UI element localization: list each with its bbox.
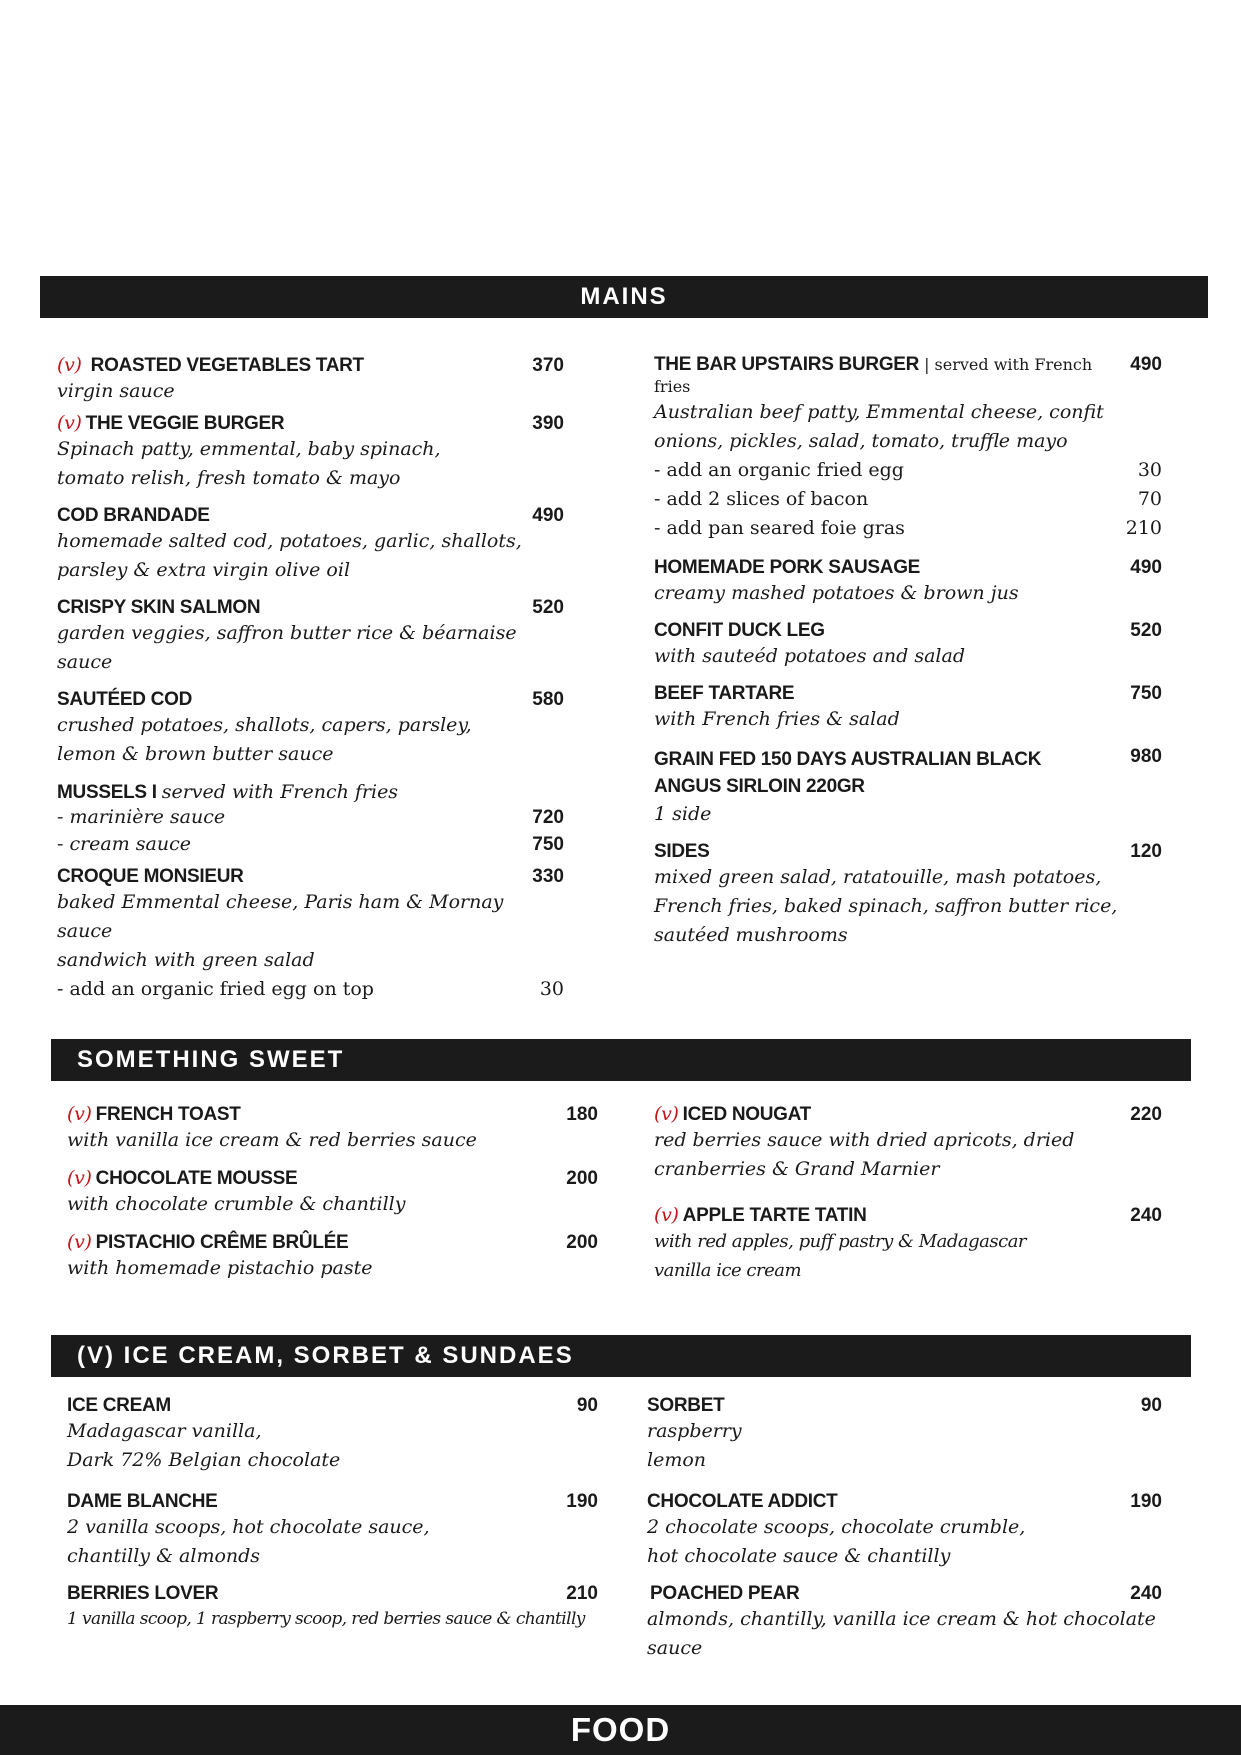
item-price: 90 xyxy=(1140,1395,1162,1416)
menu-item xyxy=(654,841,1162,950)
vegetarian-mark: (v) xyxy=(67,1103,92,1125)
addon-price: 210 xyxy=(1125,517,1162,539)
item-price: 330 xyxy=(532,866,564,887)
option-row xyxy=(57,804,564,831)
option-label: - cream sauce xyxy=(57,833,192,855)
menu-item xyxy=(67,1167,598,1219)
item-name: FRENCH TOAST xyxy=(95,1104,241,1125)
mains-left-column xyxy=(57,354,564,1016)
item-name: DAME BLANCHE xyxy=(67,1491,218,1512)
menu-item xyxy=(654,620,1162,671)
item-description: crushed potatoes, shallots, capers, parsley, lemon & brown butter sauce xyxy=(57,714,472,765)
item-name: SIDES xyxy=(654,841,710,862)
addon-label: - add an organic fried egg on top xyxy=(57,978,374,1000)
mains-section-header xyxy=(40,276,1208,318)
item-name: APPLE TARTE TATIN xyxy=(682,1205,867,1226)
item-price: 750 xyxy=(1130,683,1162,704)
menu-item xyxy=(654,746,1162,829)
item-name: ROASTED VEGETABLES TART xyxy=(90,355,364,376)
item-price: 240 xyxy=(1130,1205,1162,1226)
addon-row xyxy=(654,485,1162,514)
item-description: with vanilla ice cream & red berries sauce xyxy=(67,1129,477,1151)
item-description: 2 vanilla scoops, hot chocolate sauce, chantilly & almonds xyxy=(67,1516,430,1567)
item-price: 390 xyxy=(532,413,564,434)
item-name: CRISPY SKIN SALMON xyxy=(57,597,261,618)
vegetarian-mark: (v) xyxy=(67,1231,92,1253)
menu-item xyxy=(57,412,564,493)
item-price: 200 xyxy=(566,1232,598,1253)
option-price: 720 xyxy=(532,807,564,828)
item-description: with sauteéd potatoes and salad xyxy=(654,645,965,667)
sweet-title: SOMETHING SWEET xyxy=(77,1046,345,1073)
addon-label: - add pan seared foie gras xyxy=(654,517,905,539)
item-name: SAUTÉED COD xyxy=(57,689,192,710)
sweet-left-column xyxy=(67,1103,598,1295)
menu-item xyxy=(647,1583,1162,1663)
ice-left-column xyxy=(67,1395,598,1646)
item-price: 190 xyxy=(566,1491,598,1512)
item-description: homemade salted cod, potatoes, garlic, shallots, parsley & extra virgin olive oil xyxy=(57,530,522,581)
item-description: Australian beef patty, Emmental cheese, confit onions, pickles, salad, tomato, truffle mayo xyxy=(654,401,1104,452)
ice-right-column xyxy=(647,1395,1162,1675)
item-description: Madagascar vanilla, Dark 72% Belgian chocolate xyxy=(67,1420,341,1471)
menu-item xyxy=(57,354,564,406)
menu-item xyxy=(67,1491,598,1571)
menu-item-burger xyxy=(654,354,1162,543)
item-name: SORBET xyxy=(647,1395,725,1416)
item-price: 490 xyxy=(532,505,564,526)
item-price: 520 xyxy=(532,597,564,618)
item-description: mixed green salad, ratatouille, mash potatoes, French fries, baked spinach, saffron butter rice, sautéed mushrooms xyxy=(654,866,1118,946)
item-price: 120 xyxy=(1130,841,1162,862)
item-name: MUSSELS I xyxy=(57,782,157,803)
option-price: 750 xyxy=(532,834,564,855)
sweet-section-header xyxy=(51,1039,1191,1081)
item-name: BEEF TARTARE xyxy=(654,683,795,704)
item-description: Spinach patty, emmental, baby spinach, tomato relish, fresh tomato & mayo xyxy=(57,438,441,489)
vegetarian-mark: (v) xyxy=(654,1103,679,1125)
vegetarian-mark: (v) xyxy=(67,1167,92,1189)
item-description: with chocolate crumble & chantilly xyxy=(67,1193,406,1215)
menu-item xyxy=(67,1395,598,1475)
item-description: with red apples, puff pastry & Madagascar vanilla ice cream xyxy=(654,1231,1027,1281)
item-description: garden veggies, saffron butter rice & béarnaise sauce xyxy=(57,622,517,673)
item-name: COD BRANDADE xyxy=(57,505,210,526)
item-note: | served with French fries xyxy=(654,355,1093,396)
item-name: BERRIES LOVER xyxy=(67,1583,219,1604)
menu-item-croque xyxy=(57,866,564,1004)
item-price: 520 xyxy=(1130,620,1162,641)
food-footer-bar xyxy=(0,1705,1241,1755)
item-description: with homemade pistachio paste xyxy=(67,1257,373,1279)
addon-price: 30 xyxy=(1137,459,1162,481)
item-price: 220 xyxy=(1130,1104,1162,1125)
menu-item xyxy=(654,1204,1162,1285)
sweet-right-column xyxy=(654,1103,1162,1297)
vegetarian-mark: (v) xyxy=(654,1204,679,1226)
item-price: 90 xyxy=(576,1395,598,1416)
mains-title: MAINS xyxy=(580,283,668,310)
item-price: 370 xyxy=(532,355,564,376)
ice-cream-title: (V) ICE CREAM, SORBET & SUNDAES xyxy=(77,1342,574,1369)
mains-right-column xyxy=(654,354,1162,962)
item-description: virgin sauce xyxy=(57,380,175,402)
menu-item xyxy=(67,1231,598,1283)
item-name: HOMEMADE PORK SAUSAGE xyxy=(654,557,921,578)
item-description: 1 side xyxy=(654,803,712,825)
addon-price: 30 xyxy=(539,978,564,1000)
item-description: with French fries & salad xyxy=(654,708,900,730)
ice-cream-section-header xyxy=(51,1335,1191,1377)
menu-item xyxy=(57,689,564,769)
item-name: ICE CREAM xyxy=(67,1395,171,1416)
vegetarian-mark: (v) xyxy=(57,412,82,434)
item-name: CROQUE MONSIEUR xyxy=(57,866,244,887)
menu-item xyxy=(654,683,1162,734)
item-description: raspberry lemon xyxy=(647,1420,742,1471)
addon-label: - add an organic fried egg xyxy=(654,459,904,481)
addon-row xyxy=(654,456,1162,485)
menu-item xyxy=(647,1491,1162,1571)
food-title: FOOD xyxy=(570,1711,671,1748)
item-description: 2 chocolate scoops, chocolate crumble, hot chocolate sauce & chantilly xyxy=(647,1516,1026,1567)
item-price: 200 xyxy=(566,1168,598,1189)
item-price: 980 xyxy=(1130,746,1162,767)
item-description: 1 vanilla scoop, 1 raspberry scoop, red berries sauce & chantilly xyxy=(67,1609,585,1629)
item-description: creamy mashed potatoes & brown jus xyxy=(654,582,1019,604)
item-note: served with French fries xyxy=(161,781,399,803)
item-price: 180 xyxy=(566,1104,598,1125)
item-name: CHOCOLATE ADDICT xyxy=(647,1491,838,1512)
item-price: 490 xyxy=(1130,557,1162,578)
addon-row xyxy=(654,514,1162,543)
item-price: 190 xyxy=(1130,1491,1162,1512)
addon-label: - add 2 slices of bacon xyxy=(654,488,869,510)
item-price: 580 xyxy=(532,689,564,710)
item-price: 490 xyxy=(1130,354,1162,375)
option-label: - marinière sauce xyxy=(57,806,226,828)
menu-item xyxy=(654,557,1162,608)
item-name: ICED NOUGAT xyxy=(682,1104,811,1125)
menu-item xyxy=(67,1583,598,1634)
item-name: THE VEGGIE BURGER xyxy=(85,413,285,434)
menu-item xyxy=(67,1103,598,1155)
item-price: 210 xyxy=(566,1583,598,1604)
item-name: CONFIT DUCK LEG xyxy=(654,620,825,641)
option-row xyxy=(57,831,564,858)
menu-item xyxy=(57,505,564,585)
item-description: almonds, chantilly, vanilla ice cream & hot chocolate sauce xyxy=(647,1608,1156,1659)
item-name: CHOCOLATE MOUSSE xyxy=(95,1168,298,1189)
menu-item xyxy=(654,1103,1162,1184)
menu-item xyxy=(57,597,564,677)
addon-row xyxy=(57,975,564,1004)
vegetarian-mark: (v) xyxy=(57,354,82,376)
item-description: baked Emmental cheese, Paris ham & Mornay sauce sandwich with green salad xyxy=(57,891,504,971)
menu-item-mussels xyxy=(57,781,564,858)
item-name: GRAIN FED 150 DAYS AUSTRALIAN BLACK ANGUS SIRLOIN 220GR xyxy=(654,749,1042,797)
menu-item xyxy=(647,1395,1162,1475)
addon-price: 70 xyxy=(1137,488,1162,510)
item-price: 240 xyxy=(1130,1583,1162,1604)
item-name: POACHED PEAR xyxy=(650,1583,800,1604)
item-description: red berries sauce with dried apricots, dried cranberries & Grand Marnier xyxy=(654,1129,1075,1180)
item-name: PISTACHIO CRÊME BRÛLÉE xyxy=(95,1232,349,1253)
item-name: THE BAR UPSTAIRS BURGER xyxy=(654,354,920,375)
